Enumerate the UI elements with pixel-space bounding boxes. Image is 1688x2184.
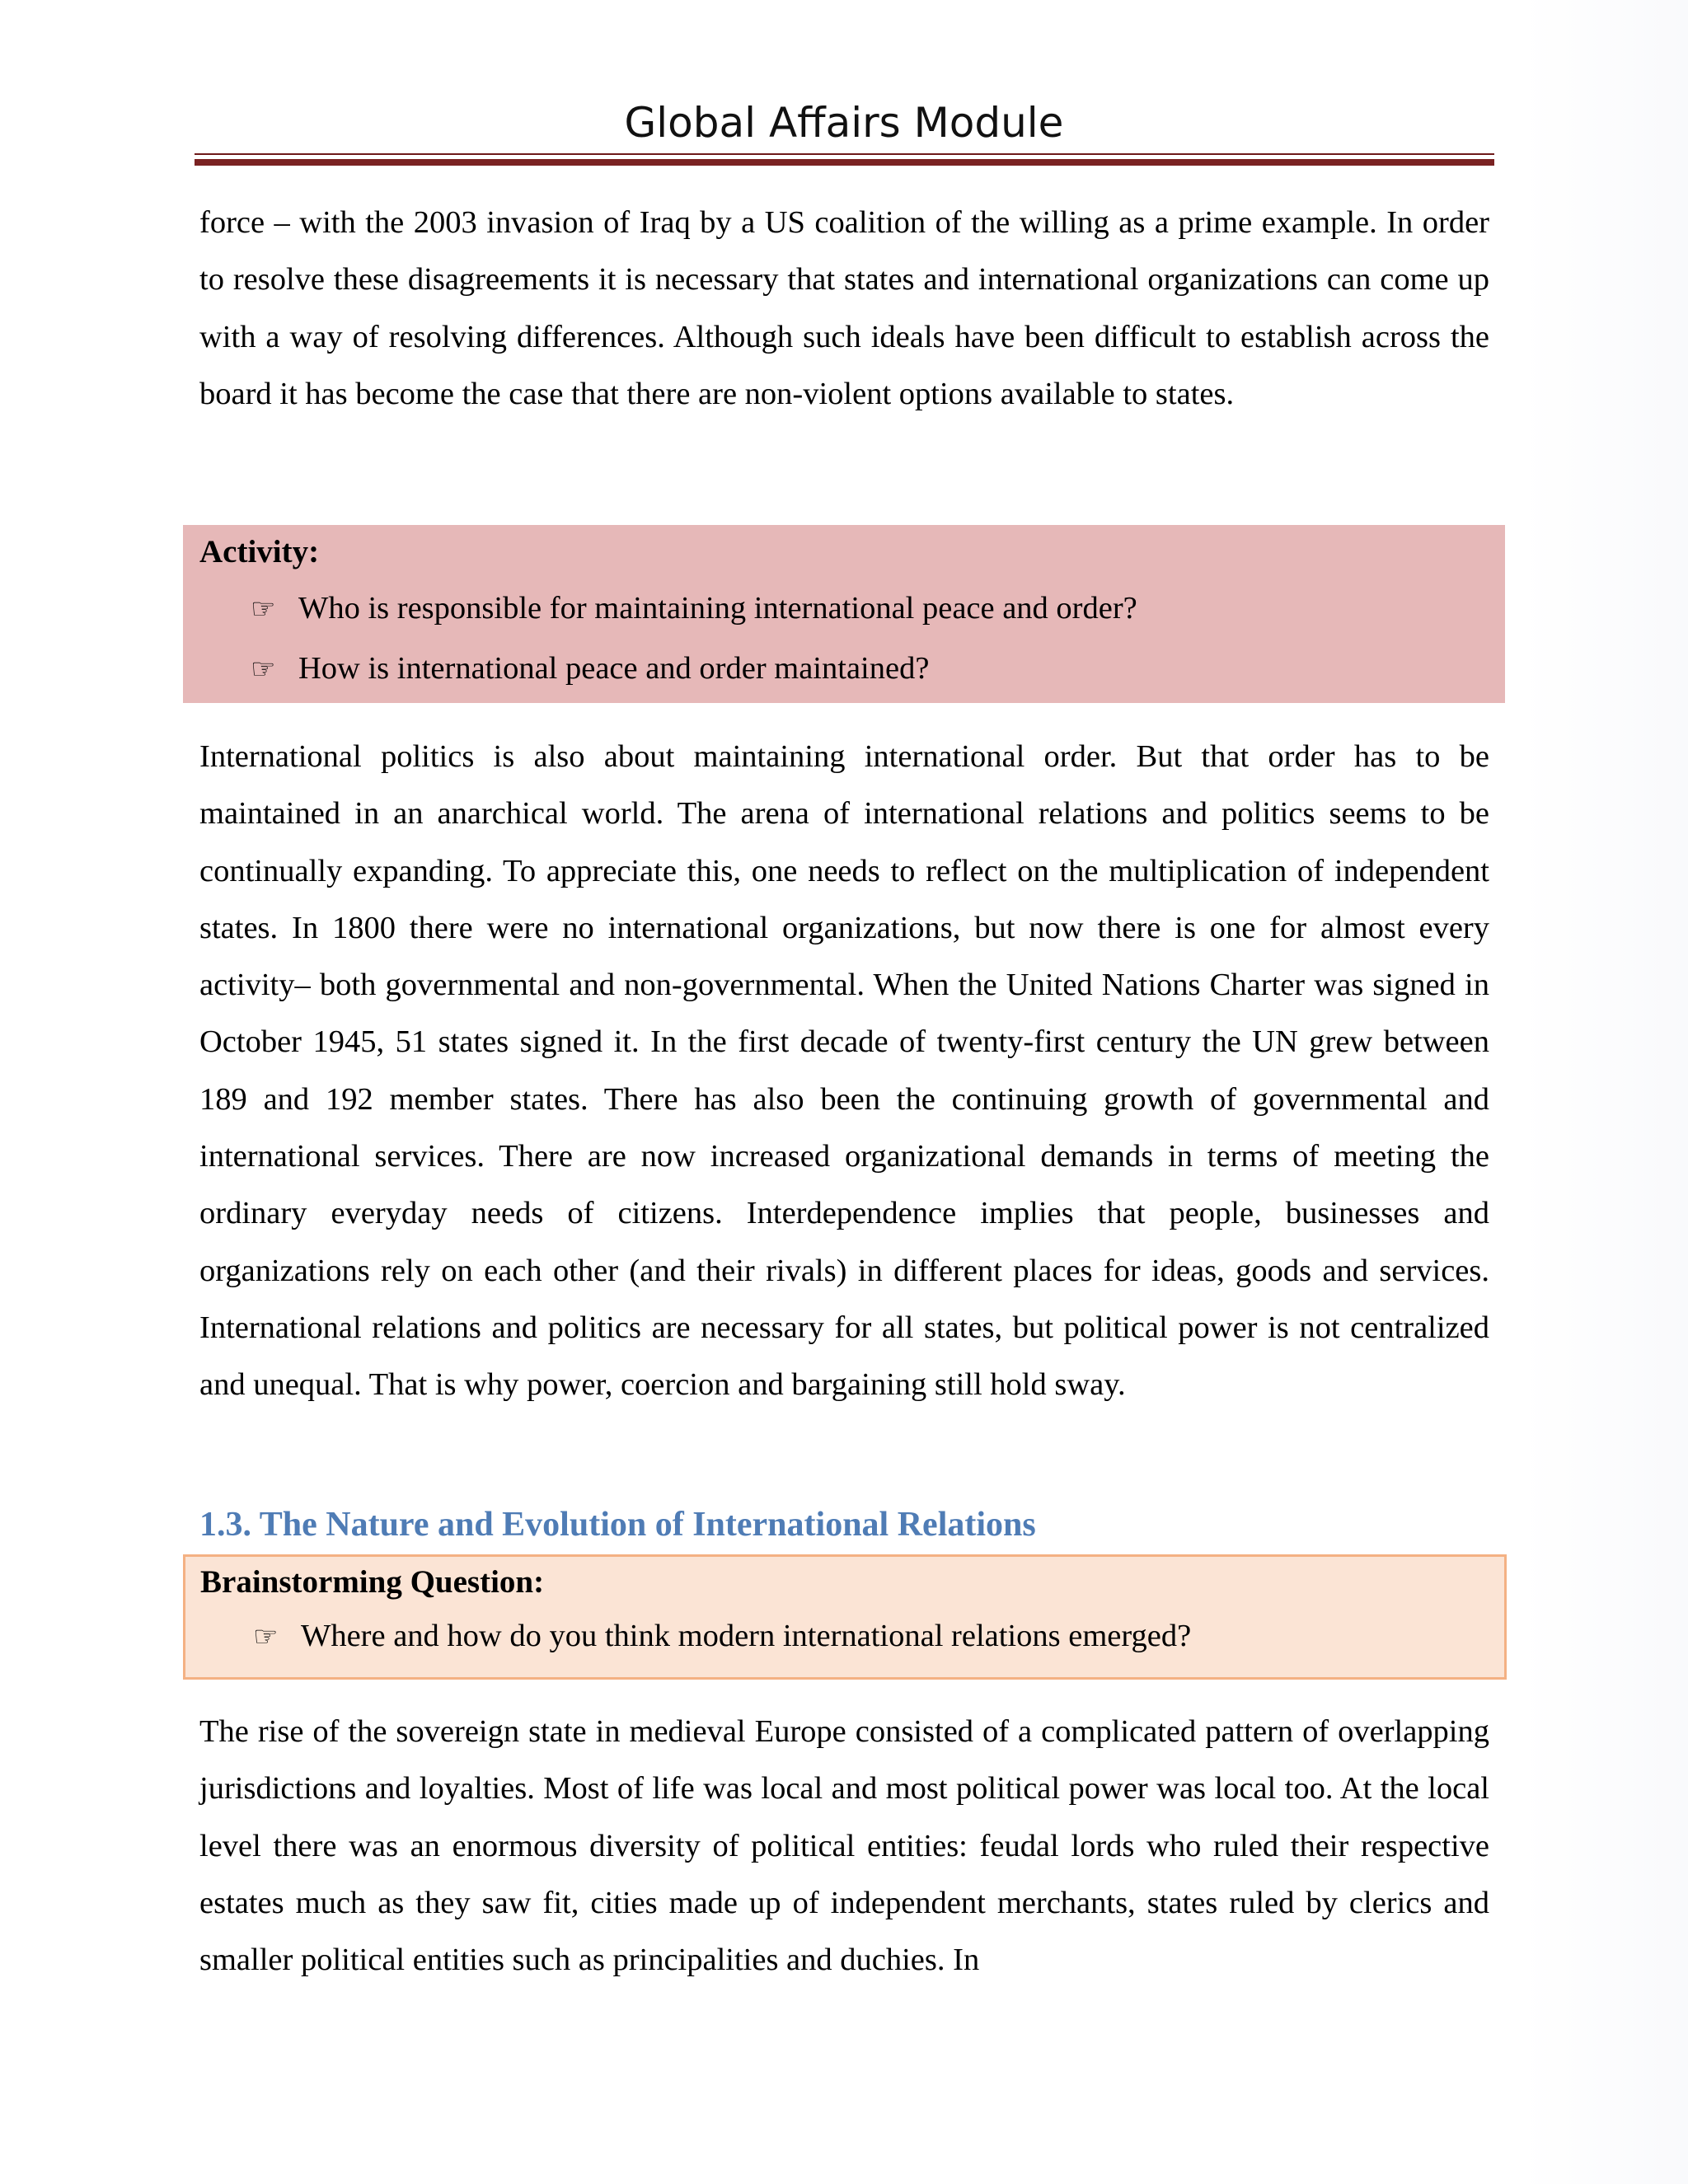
- header-rule-thick: [195, 159, 1494, 166]
- section-heading: 1.3. The Nature and Evolution of International Relations: [199, 1506, 1036, 1544]
- header-rule-thin: [195, 153, 1494, 155]
- activity-box: [183, 525, 1505, 703]
- pointing-hand-icon: ☞: [251, 653, 276, 686]
- pointing-hand-icon: ☞: [251, 593, 276, 626]
- body-paragraph-2: [199, 729, 1489, 1414]
- page-header-title: Global Affairs Module: [624, 99, 1064, 147]
- body-paragraph-3: [199, 1704, 1489, 1989]
- activity-item: [251, 650, 929, 687]
- activity-item-text: Who is responsible for maintaining international peace and order?: [298, 591, 1137, 626]
- paragraph-text: The rise of the sovereign state in medieval Europe consisted of a complicated pattern of overlapping jurisdictions and loyalties. Most of life was local and most political power was local too. At the local level there was an enormous diversity of political entities: feudal lords who ruled their respective estates much as they saw fit, cities made up of independent merchants, states ruled by clerics and smaller political entities such as principalities and duchies. In: [199, 1714, 1489, 1978]
- page-edge-shade: [1523, 0, 1688, 2184]
- brainstorming-title: Brainstorming Question:: [200, 1564, 545, 1600]
- body-paragraph-1: [199, 194, 1489, 423]
- brainstorming-item: [253, 1618, 1191, 1654]
- activity-item-text: How is international peace and order maintained?: [298, 651, 930, 686]
- activity-title: Activity:: [199, 534, 320, 569]
- activity-item: [251, 590, 1137, 626]
- pointing-hand-icon: ☞: [253, 1620, 279, 1653]
- brainstorming-item-text: Where and how do you think modern international relations emerged?: [301, 1619, 1192, 1653]
- paragraph-text: force – with the 2003 invasion of Iraq by a US coalition of the willing as a prime example. In order to resolve these disagreements it is necessary that states and international organizations can come up with a way of resolving differences. Although such ideals have been difficult to establish across the board it has become the case that there are non-violent options available to states.: [199, 205, 1489, 411]
- paragraph-text: International politics is also about maintaining international order. But that order has to be maintained in an anarchical world. The arena of international relations and politics seems to be continually expanding. To appreciate this, one needs to reflect on the multiplication of independent states. In 1800 there were no international organizations, but now there is one for almost every activity– both governmental and non-governmental. When the United Nations Charter was signed in October 1945, 51 states signed it. In the first decade of twenty-first century the UN grew between 189 and 192 member states. There has also been the continuing growth of governmental and international services. There are now increased organizational demands in terms of meeting the ordinary everyday needs of citizens. Interdependence implies that people, businesses and organizations rely on each other (and their rivals) in different places for ideas, goods and services. International relations and politics are necessary for all states, but political power is not centralized and unequal. That is why power, coercion and bargaining still hold sway.: [199, 739, 1489, 1403]
- brainstorming-box: [183, 1554, 1507, 1680]
